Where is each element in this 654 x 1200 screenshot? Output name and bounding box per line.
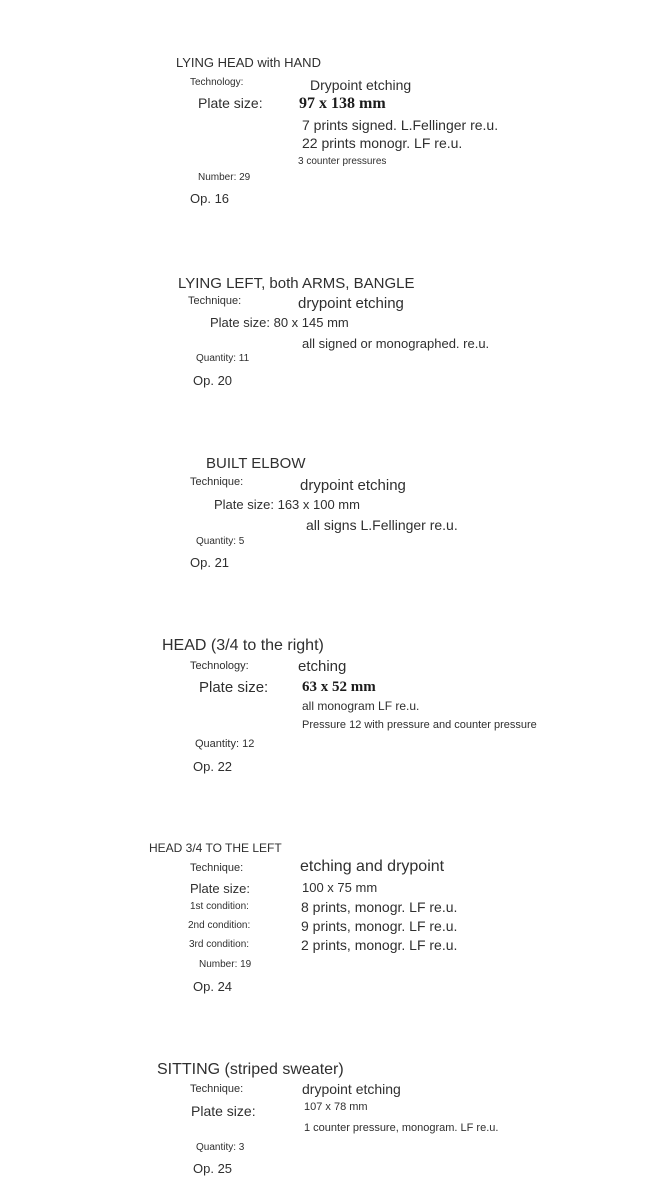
- technique-value: drypoint etching: [300, 477, 406, 494]
- opus-number: Op. 24: [193, 979, 233, 994]
- plate-size-label: Plate size:: [199, 679, 269, 696]
- technique-value: Drypoint etching: [310, 77, 412, 93]
- condition-value: 8 prints, monogr. LF re.u.: [301, 899, 458, 915]
- technique-value: etching: [298, 658, 347, 675]
- plate-size-value: 63 x 52 mm: [302, 679, 376, 695]
- note: 3 counter pressures: [298, 156, 387, 167]
- note: all monogram LF re.u.: [302, 699, 420, 713]
- technique-label: Technique:: [190, 1083, 244, 1095]
- condition-label: 2nd condition:: [188, 920, 251, 931]
- technique-label: Technique:: [190, 476, 244, 488]
- print-count: Number: 19: [199, 959, 252, 970]
- condition-value: 9 prints, monogr. LF re.u.: [301, 918, 458, 934]
- note: 1 counter pressure, monogram. LF re.u.: [304, 1122, 499, 1134]
- note: all signs L.Fellinger re.u.: [306, 517, 458, 533]
- plate-size: Plate size: 80 x 145 mm: [210, 315, 349, 330]
- entry-title: SITTING (striped sweater): [157, 1061, 344, 1078]
- note: 22 prints monogr. LF re.u.: [302, 135, 463, 151]
- print-count: Quantity: 12: [195, 738, 255, 750]
- entry-title: BUILT ELBOW: [206, 455, 306, 472]
- opus-number: Op. 20: [193, 373, 233, 388]
- condition-value: 2 prints, monogr. LF re.u.: [301, 937, 458, 953]
- technique-value: drypoint etching: [298, 295, 404, 312]
- entry-title: LYING HEAD with HAND: [176, 55, 321, 70]
- opus-number: Op. 21: [190, 555, 230, 570]
- condition-label: 3rd condition:: [189, 939, 250, 950]
- opus-number: Op. 25: [193, 1161, 233, 1176]
- entry-title: HEAD 3/4 TO THE LEFT: [149, 841, 282, 855]
- print-count: Quantity: 3: [196, 1142, 245, 1153]
- technique-label: Technology:: [190, 77, 244, 88]
- note: 7 prints signed. L.Fellinger re.u.: [302, 117, 499, 133]
- plate-size-label: Plate size:: [191, 1103, 256, 1119]
- print-count: Number: 29: [198, 172, 251, 183]
- condition-label: 1st condition:: [190, 901, 249, 912]
- opus-number: Op. 16: [190, 191, 230, 206]
- technique-label: Technique:: [190, 862, 244, 874]
- entry-title: LYING LEFT, both ARMS, BANGLE: [178, 275, 415, 292]
- plate-size-label: Plate size:: [198, 95, 263, 111]
- entry-title: HEAD (3/4 to the right): [162, 637, 324, 654]
- technique-value: drypoint etching: [302, 1081, 401, 1097]
- print-count: Quantity: 11: [196, 353, 250, 364]
- technique-value: etching and drypoint: [300, 858, 445, 875]
- note: Pressure 12 with pressure and counter pressure: [302, 719, 537, 731]
- note: all signed or monographed. re.u.: [302, 336, 490, 351]
- technique-label: Technology:: [190, 660, 249, 672]
- print-count: Quantity: 5: [196, 536, 245, 547]
- plate-size-value: 100 x 75 mm: [302, 880, 378, 895]
- plate-size-value: 97 x 138 mm: [299, 95, 386, 112]
- plate-size-value: 107 x 78 mm: [304, 1101, 368, 1113]
- technique-label: Technique:: [188, 295, 242, 307]
- plate-size-label: Plate size:: [190, 881, 250, 896]
- opus-number: Op. 22: [193, 759, 233, 774]
- plate-size: Plate size: 163 x 100 mm: [214, 497, 360, 512]
